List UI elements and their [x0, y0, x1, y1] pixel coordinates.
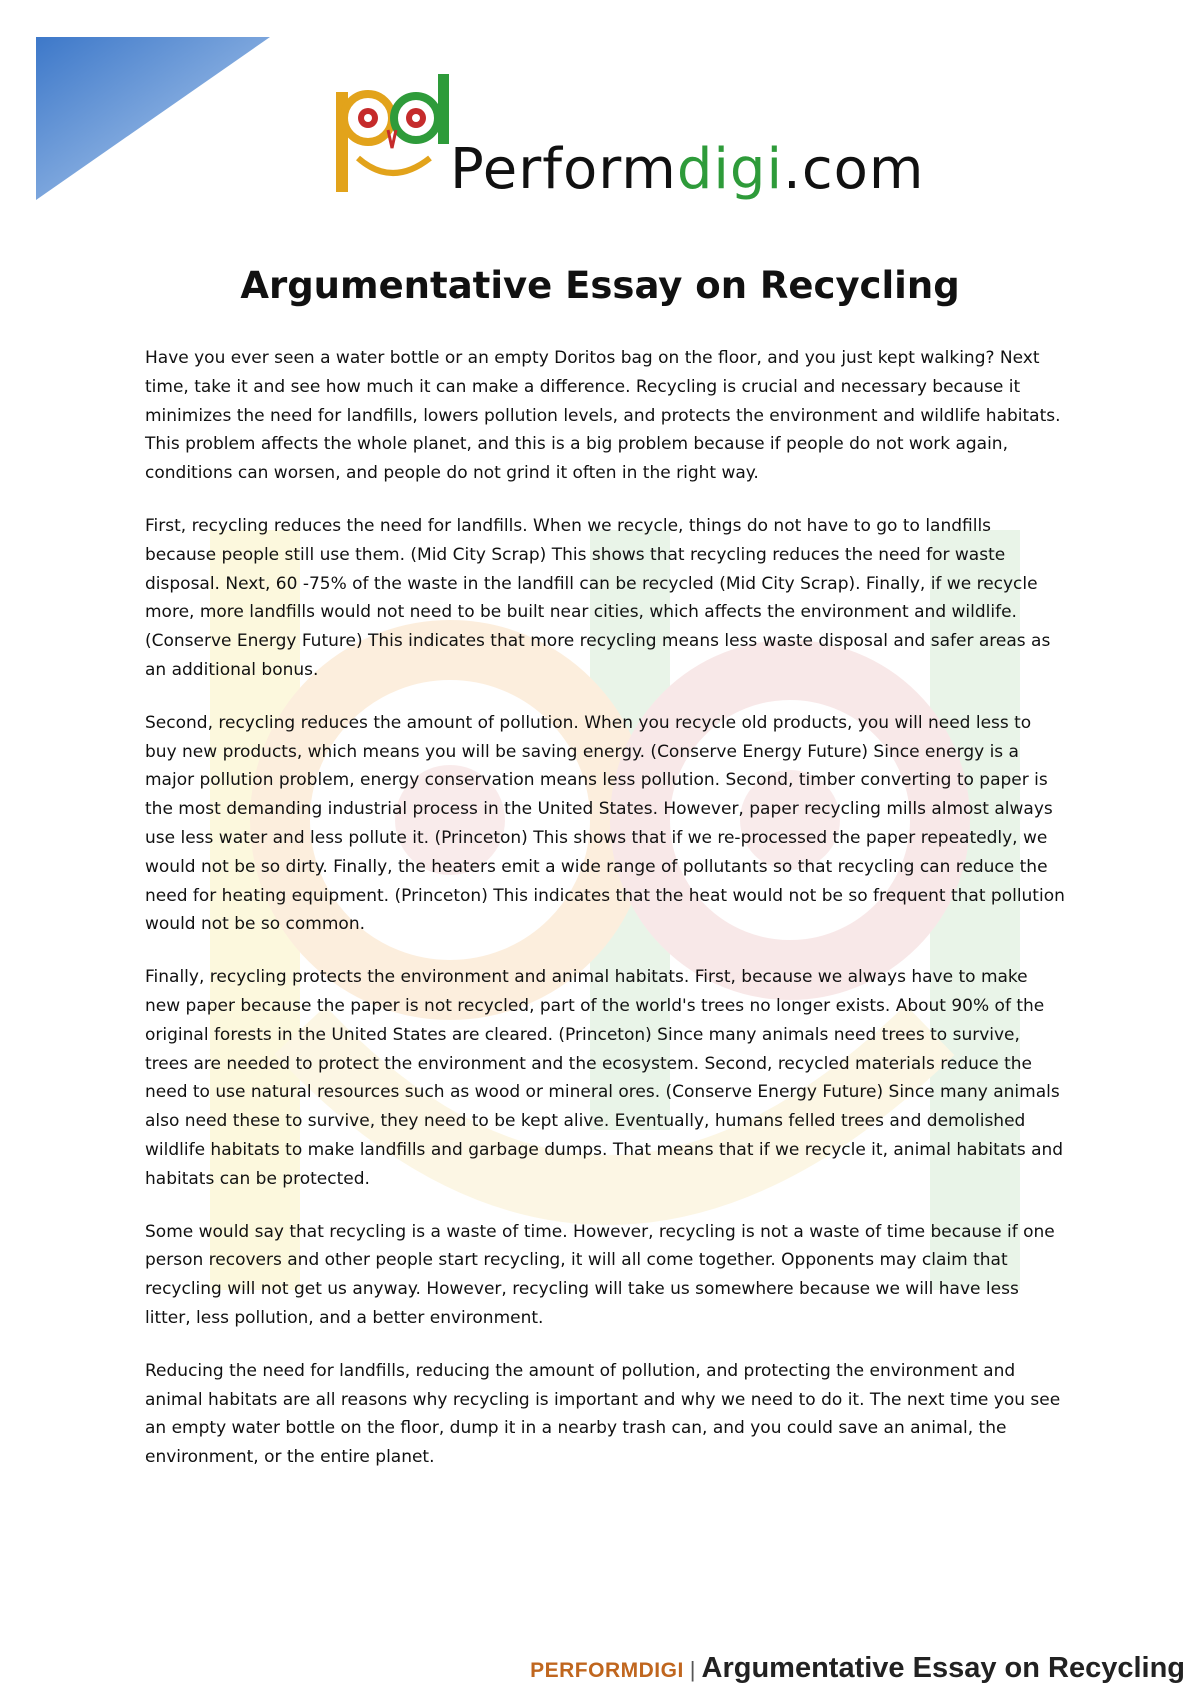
- footer-brand: PERFORMDIGI: [530, 1659, 684, 1682]
- essay-paragraph-counterargument: Some would say that recycling is a waste of time. However, recycling is not a waste of time because if one person recovers and other people start recycling, it will all come together. Opponents may claim that recycling will not get us anyway. However, recycling will take us somewhere because we will have less litter, less pollution, and a better environment.: [145, 1221, 1055, 1328]
- footer-separator: |: [689, 1657, 696, 1682]
- corner-decoration: [0, 0, 300, 220]
- logo-wordmark: [450, 138, 924, 202]
- page-footer: [530, 1652, 1185, 1685]
- essay-paragraph-intro: Have you ever seen a water bottle or an empty Doritos bag on the floor, and you just kept walking? Next time, take it and see how much it can make a difference. Recycling is crucial and necessary because it minimizes the need for landfills, lowers pollution levels, and protects the environment and wildlife habitats. This problem affects the whole planet, and this is a big problem because if people do not work again, conditions can worsen, and people do not grind it often in the right way.: [145, 348, 1061, 484]
- essay-paragraph-conclusion: Reducing the need for landfills, reducing the amount of pollution, and protecting the environment and animal habitats are all reasons why recycling is important and why we need to do it. The next time you see an empty water bottle on the floor, dump it in a nearby trash can, and you could save an animal, the environment, or the entire planet.: [145, 1360, 1061, 1468]
- essay-paragraph-habitats: Finally, recycling protects the environment and animal habitats. First, because we always have to make new paper because the paper is not recycled, part of the world's trees no longer exists. About 90% of the original forests in the United States are cleared. (Princeton) Since many animals need trees to survive, trees are needed to protect the environment and the ecosystem. Second, recycled materials reduce the need to use natural resources such as wood or mineral ores. (Conserve Energy Future) Since many animals also need these to survive, they need to be kept alive. Eventually, humans felled trees and demolished wildlife habitats to make landfills and garbage dumps. That means that if we recycle it, animal habitats and habitats can be protected.: [145, 967, 1064, 1189]
- page-title: Argumentative Essay on Recycling: [240, 264, 960, 307]
- logo-text-highlight: digi: [676, 137, 784, 202]
- pd-face-logo-icon: [330, 70, 460, 200]
- essay-paragraph-pollution: Second, recycling reduces the amount of pollution. When you recycle old products, you will need less to buy new products, which means you will be saving energy. (Conserve Energy Future) Since energy is a major pollution problem, energy conservation means less pollution. Second, timber converting to paper is the most demanding industrial process in the United States. However, paper recycling mills almost always use less water and less pollute it. (Princeton) This shows that if we re-processed the paper repeatedly, we would not be so dirty. Finally, the heaters emit a wide range of pollutants so that recycling can reduce the need for heating equipment. (Princeton) This indicates that the heat would not be so frequent that pollution would not be so common.: [145, 712, 1065, 935]
- footer-title: Argumentative Essay on Recycling: [701, 1652, 1185, 1684]
- logo-text-prefix: Perform: [450, 137, 677, 202]
- logo-text-suffix: .com: [783, 137, 925, 202]
- essay-paragraph-landfills: First, recycling reduces the need for landfills. When we recycle, things do not have to go to landfills because people still use them. (Mid City Scrap) This shows that recycling reduces the need for waste disposal. Next, 60 -75% of the waste in the landfill can be recycled (Mid City Scrap). Finally, if we recycle more, more landfills would not need to be built near cities, which affects the environment and wildlife. (Conserve Energy Future) This indicates that more recycling means less waste disposal and safer areas as an additional bonus.: [145, 515, 1051, 680]
- essay-body: [145, 344, 1065, 1496]
- site-logo: [330, 70, 950, 210]
